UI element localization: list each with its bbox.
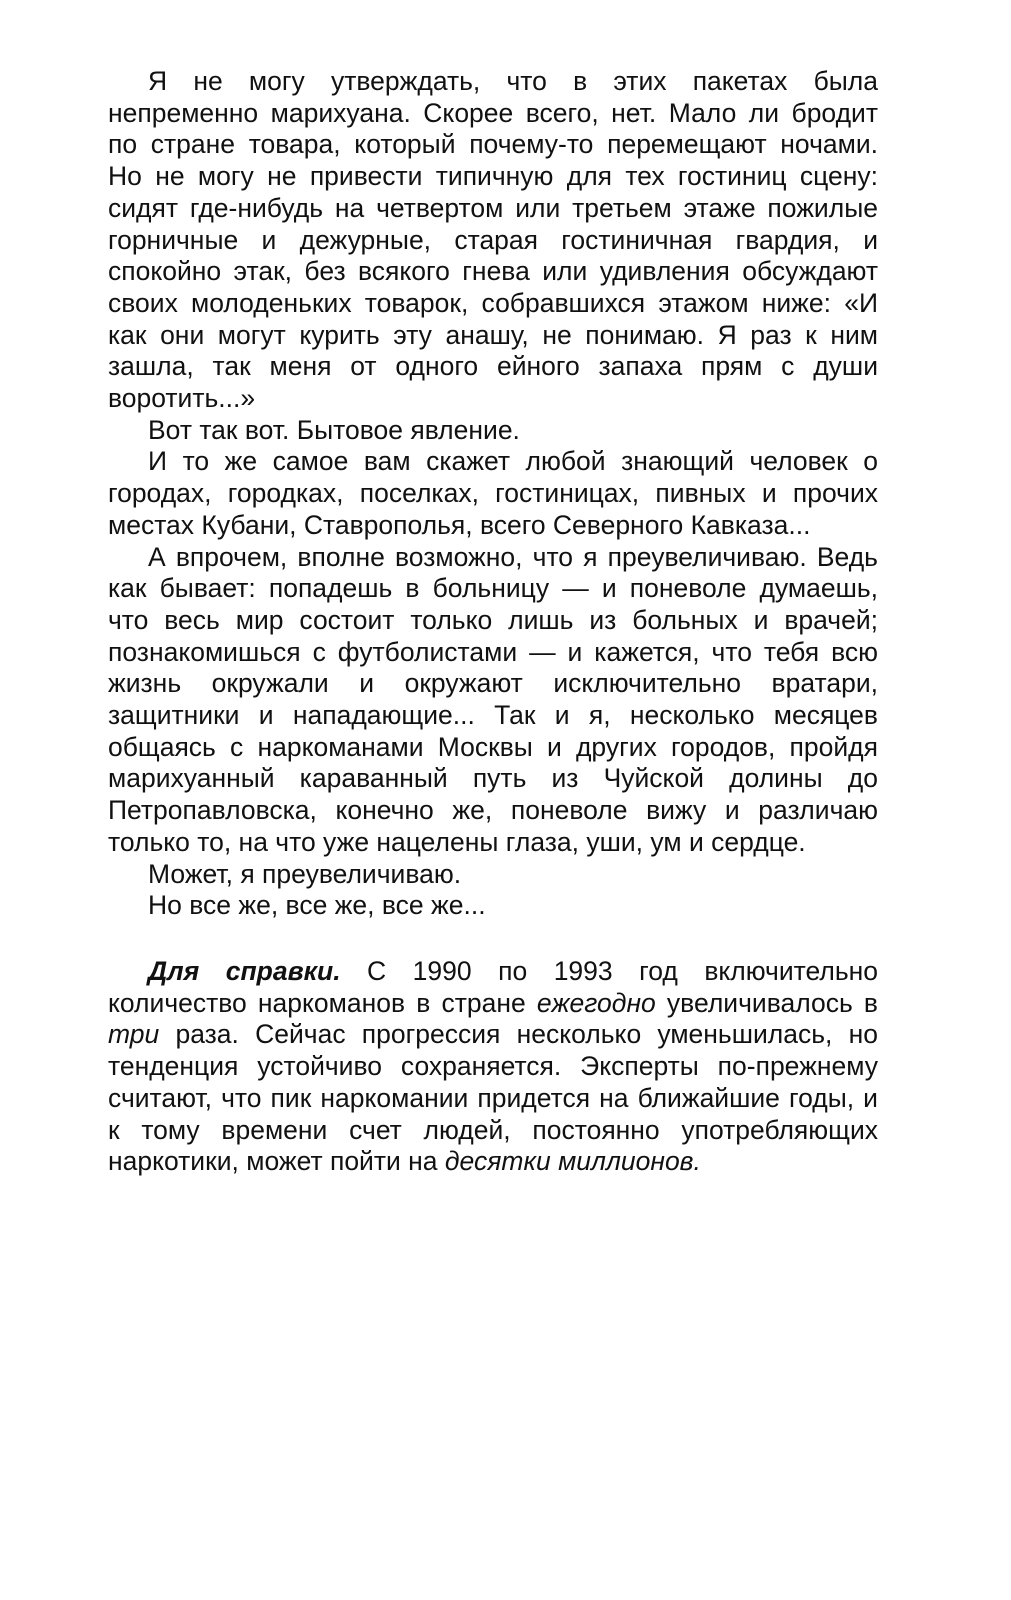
paragraph: Но все же, все же, все же... (148, 890, 486, 921)
note-emphasis: десятки миллионов. (444, 1146, 701, 1177)
note-text: раза. Сейчас прогрессия несколько уменьшилась, но тенденция устойчиво сохраняется. Эксперты по-прежнему считают, что пик наркомании придется на ближайшие годы, и к тому времени счет людей, постоянно употребляющих наркотики, может пойти на (108, 1019, 878, 1177)
paragraph: Вот так вот. Бытовое явление. (148, 414, 520, 445)
note-text: С 1990 по 1993 год включительно количество наркоманов в стране (108, 955, 878, 1018)
reference-note (108, 956, 878, 1178)
page-text (108, 66, 878, 1178)
note-emphasis: ежегодно (536, 987, 656, 1018)
paragraph: А впрочем, вполне возможно, что я преувеличиваю. Ведь как бывает: попадешь в больницу — и поневоле думаешь, что весь мир состоит только лишь из больных и врачей; познакомишься с футболистами — и кажется, что тебя всю жизнь окружали и окружают исключительно вратари, защитники и нападающие... Так и я, несколько месяцев общаясь с наркоманами Москвы и других городов, пройдя марихуанный караванный путь из Чуйской долины до Петропавловска, конечно же, поневоле вижу и различаю только то, на что уже нацелены глаза, уши, ум и сердце. (108, 541, 878, 857)
note-label: Для справки. (148, 955, 341, 986)
paragraph: И то же самое вам скажет любой знающий человек о городах, городках, поселках, гостиницах, пивных и прочих местах Кубани, Ставрополья, всего Северного Кавказа... (108, 446, 878, 540)
paragraph: Может, я преувеличиваю. (148, 858, 462, 889)
note-text: увеличивалось в (655, 987, 878, 1018)
note-emphasis: три (108, 1019, 160, 1050)
paragraph: Я не могу утверждать, что в этих пакетах была непременно марихуана. Скорее всего, нет. Мало ли бродит по стране товара, который почему-то перемещают ночами. Но не могу не привести типичную для тех гостиниц сцену: сидят где-нибудь на четвертом или третьем этаже пожилые горничные и дежурные, старая гостиничная гвардия, и спокойно этак, без всякого гнева или удивления обсуждают своих молоденьких товарок, собравшихся этажом ниже: «И как они могут курить эту анашу, не понимаю. Я раз к ним зашла, так меня от одного ейного запаха прям с души воротить...» (108, 66, 878, 414)
